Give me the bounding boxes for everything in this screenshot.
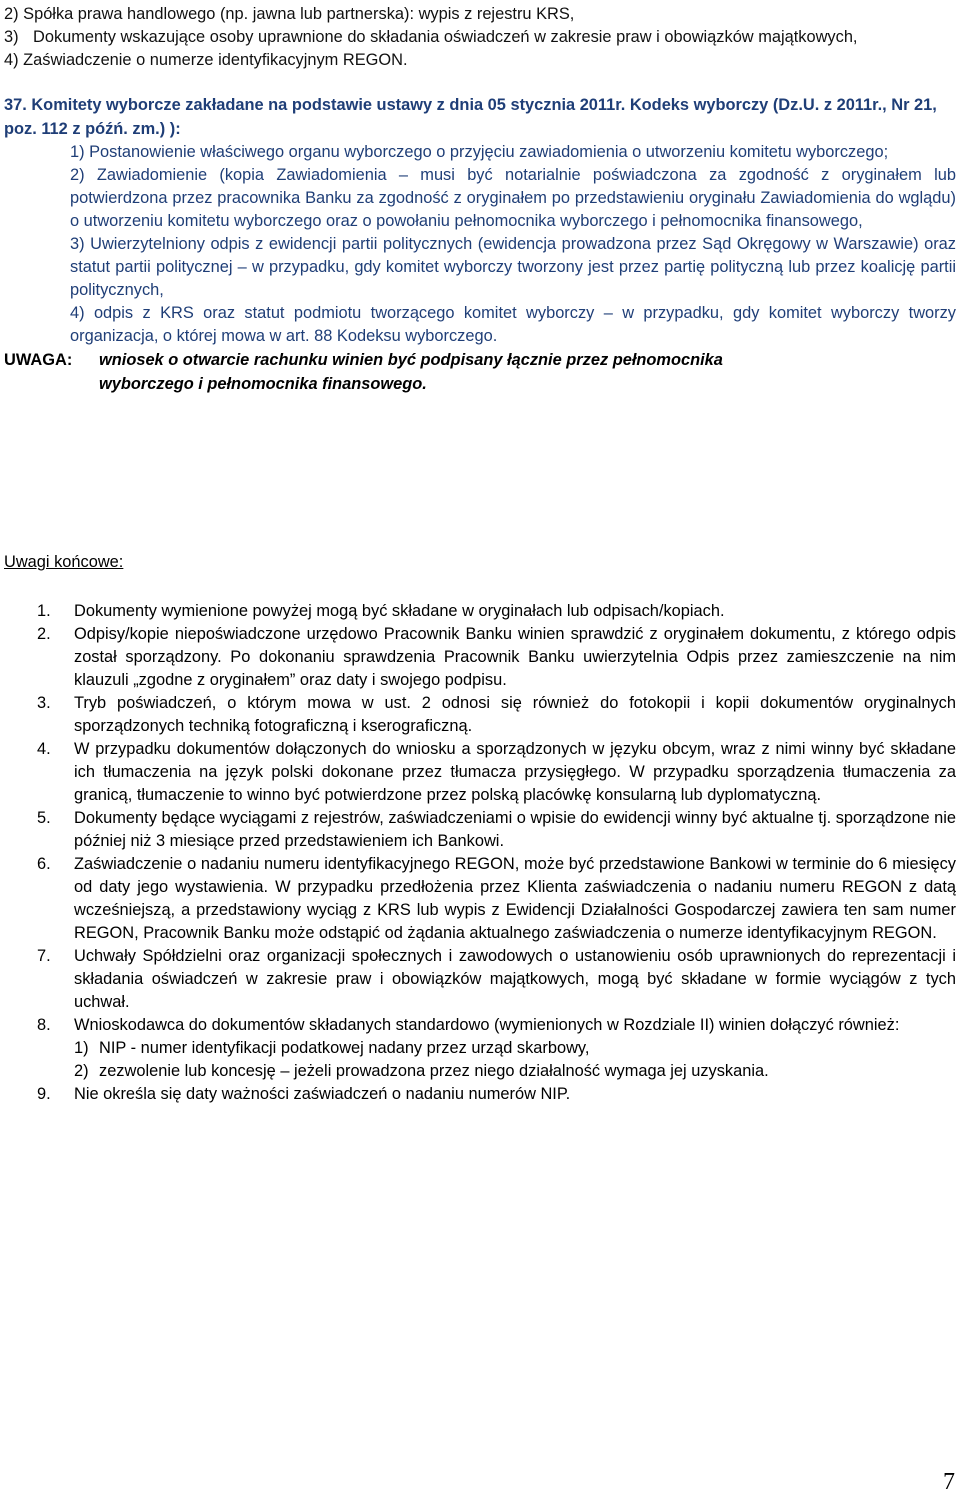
list-item bbox=[4, 49, 956, 72]
list-item-text: Zaświadczenie o nadaniu numeru identyfikacyjnego REGON, może być przedstawione Bankowi w terminie do 6 miesięcy od daty jego wystawienia. W przypadku przedłożenia przez Klienta zaświadczenia o nadaniu numeru REGON z datą wcześniejszą, a przedstawiony wyciąg z KRS lub wypis z Ewidencji Działalności Gospodarczej zawiera ten sam numer REGON, Pracownik Banku może odstąpić od żądania aktualnego zaświadczenia o numerze identyfikacyjnym REGON. bbox=[74, 855, 956, 942]
list-item-number: 7. bbox=[37, 947, 51, 965]
list-item-text: Uchwały Spółdzielni oraz organizacji społecznych i zawodowych o ustanowieniu osób uprawnionych do reprezentacji i składania oświadczeń w zakresie praw i obowiązków majątkowych, mogą być składane w formie wyciągów z tych uchwał. bbox=[74, 947, 956, 1011]
sub-list-item-number: 1) bbox=[74, 1039, 89, 1057]
section-37-title: 37. Komitety wyborcze zakładane na podstawie ustawy z dnia 05 stycznia 2011r. Kodeks wyborczy (Dz.U. z 2011r., Nr 21, poz. 112 z późń. zm.) ): bbox=[4, 96, 937, 138]
list-item bbox=[4, 945, 956, 1014]
list-item-number: 2) bbox=[4, 5, 19, 23]
list-item-text: Odpisy/kopie niepoświadczone urzędowo Pracownik Banku winien sprawdzić z oryginałem dokumentu, z którego odpis został sporządzony. Po dokonaniu sprawdzenia Pracownik Banku uwierzytelnia Odpis przez zamieszczenie na nim klauzuli „zgodne z oryginałem” oraz daty i swojego podpisu. bbox=[74, 625, 956, 689]
sub-list-item bbox=[74, 1037, 956, 1060]
list-item-number: 1. bbox=[37, 602, 51, 620]
list-item-number: 8. bbox=[37, 1016, 51, 1034]
section-37-items bbox=[4, 141, 956, 348]
list-item bbox=[4, 807, 956, 853]
list-item: 1) Postanowienie właściwego organu wyborczego o przyjęciu zawiadomienia o utworzeniu komitetu wyborczego; bbox=[70, 143, 889, 161]
closing-list bbox=[4, 600, 956, 1106]
warning-text-continued: wyborczego i pełnomocnika finansowego. bbox=[99, 375, 427, 393]
sub-list bbox=[74, 1037, 956, 1083]
list-item bbox=[4, 3, 956, 26]
list-item-text: Spółka prawa handlowego (np. jawna lub partnerska): wypis z rejestru KRS, bbox=[23, 5, 575, 23]
warning-text: wniosek o otwarcie rachunku winien być podpisany łącznie przez pełnomocnika bbox=[99, 351, 723, 369]
list-item bbox=[4, 600, 956, 623]
list-item-number: 2. bbox=[37, 625, 51, 643]
sub-list-item-text: zezwolenie lub koncesję – jeżeli prowadzona przez niego działalność wymaga jej uzyskania. bbox=[99, 1062, 769, 1080]
list-item-text: W przypadku dokumentów dołączonych do wniosku a sporządzonych w języku obcym, wraz z nimi winny być składane ich tłumaczenia na język polski dokonane przez tłumacza przysięgłego. W przypadku sporządzenia tłumaczenia za granicą, tłumaczenie to winno być potwierdzone przez polską placówkę konsularną lub dyplomatyczną. bbox=[74, 740, 956, 804]
list-item: 3) Uwierzytelniony odpis z ewidencji partii politycznych (ewidencja prowadzona przez Sąd Okręgowy w Warszawie) oraz statut partii politycznej – w przypadku, gdy komitet wyborczy tworzony jest przez partię polityczną lub przez koalicję partii politycznych, bbox=[70, 235, 956, 299]
list-item-text: Dokumenty będące wyciągami z rejestrów, zaświadczeniami o wpisie do ewidencji winny być aktualne tj. sporządzone nie później niż 3 miesiące przed przedstawieniem ich Bankowi. bbox=[74, 809, 956, 850]
document-page bbox=[4, 0, 956, 1103]
sub-list-item bbox=[74, 1060, 956, 1083]
list-item-number: 4) bbox=[4, 51, 19, 69]
list-item-number: 3) bbox=[4, 28, 19, 46]
list-item-text: Nie określa się daty ważności zaświadczeń o nadaniu numerów NIP. bbox=[74, 1085, 571, 1103]
closing-heading: Uwagi końcowe: bbox=[4, 553, 124, 571]
list-item bbox=[4, 1014, 956, 1083]
warning-note bbox=[4, 348, 956, 396]
warning-label: UWAGA: bbox=[4, 351, 73, 369]
sub-list-item-number: 2) bbox=[74, 1062, 89, 1080]
list-item-number: 4. bbox=[37, 740, 51, 758]
list-item bbox=[4, 26, 956, 49]
list-item: 4) odpis z KRS oraz statut podmiotu tworzącego komitet wyborczy – w przypadku, gdy komitet wyborczy tworzy organizacja, o której mowa w art. 88 Kodeksu wyborczego. bbox=[70, 304, 956, 345]
list-item-number: 3. bbox=[37, 694, 51, 712]
list-item bbox=[4, 1083, 956, 1106]
list-item-text: Dokumenty wymienione powyżej mogą być składane w oryginałach lub odpisach/kopiach. bbox=[74, 602, 725, 620]
list-item-text: Dokumenty wskazujące osoby uprawnione do składania oświadczeń w zakresie praw i obowiązków majątkowych, bbox=[33, 28, 858, 46]
list-item-number: 9. bbox=[37, 1085, 51, 1103]
list-item bbox=[4, 853, 956, 945]
list-item-number: 5. bbox=[37, 809, 51, 827]
list-item-body bbox=[74, 1014, 956, 1083]
list-item-text: Zaświadczenie o numerze identyfikacyjnym REGON. bbox=[23, 51, 408, 69]
top-list bbox=[4, 3, 956, 72]
list-item-text: Tryb poświadczeń, o którym mowa w ust. 2 odnosi się również do fotokopii i kopii dokumentów oryginalnych sporządzonych techniką fotograficzną i kserograficzną. bbox=[74, 694, 956, 735]
list-item bbox=[4, 692, 956, 738]
list-item: 2) Zawiadomienie (kopia Zawiadomienia – musi być notarialnie poświadczona za zgodność z oryginałem lub potwierdzona przez pracownika Banku za zgodność z oryginałem po przedstawieniu oryginału Zawiadomienia do wglądu) o utworzeniu komitetu wyborczego oraz o powołaniu pełnomocnika wyborczego i pełnomocnika finansowego, bbox=[70, 166, 956, 230]
list-item bbox=[4, 738, 956, 807]
page-number: 7 bbox=[943, 1469, 955, 1495]
list-item-text: Wnioskodawca do dokumentów składanych standardowo (wymienionych w Rozdziale II) winien dołączyć również: bbox=[74, 1016, 900, 1034]
list-item bbox=[4, 623, 956, 692]
list-item-number: 6. bbox=[37, 855, 51, 873]
sub-list-item-text: NIP - numer identyfikacji podatkowej nadany przez urząd skarbowy, bbox=[99, 1039, 590, 1057]
